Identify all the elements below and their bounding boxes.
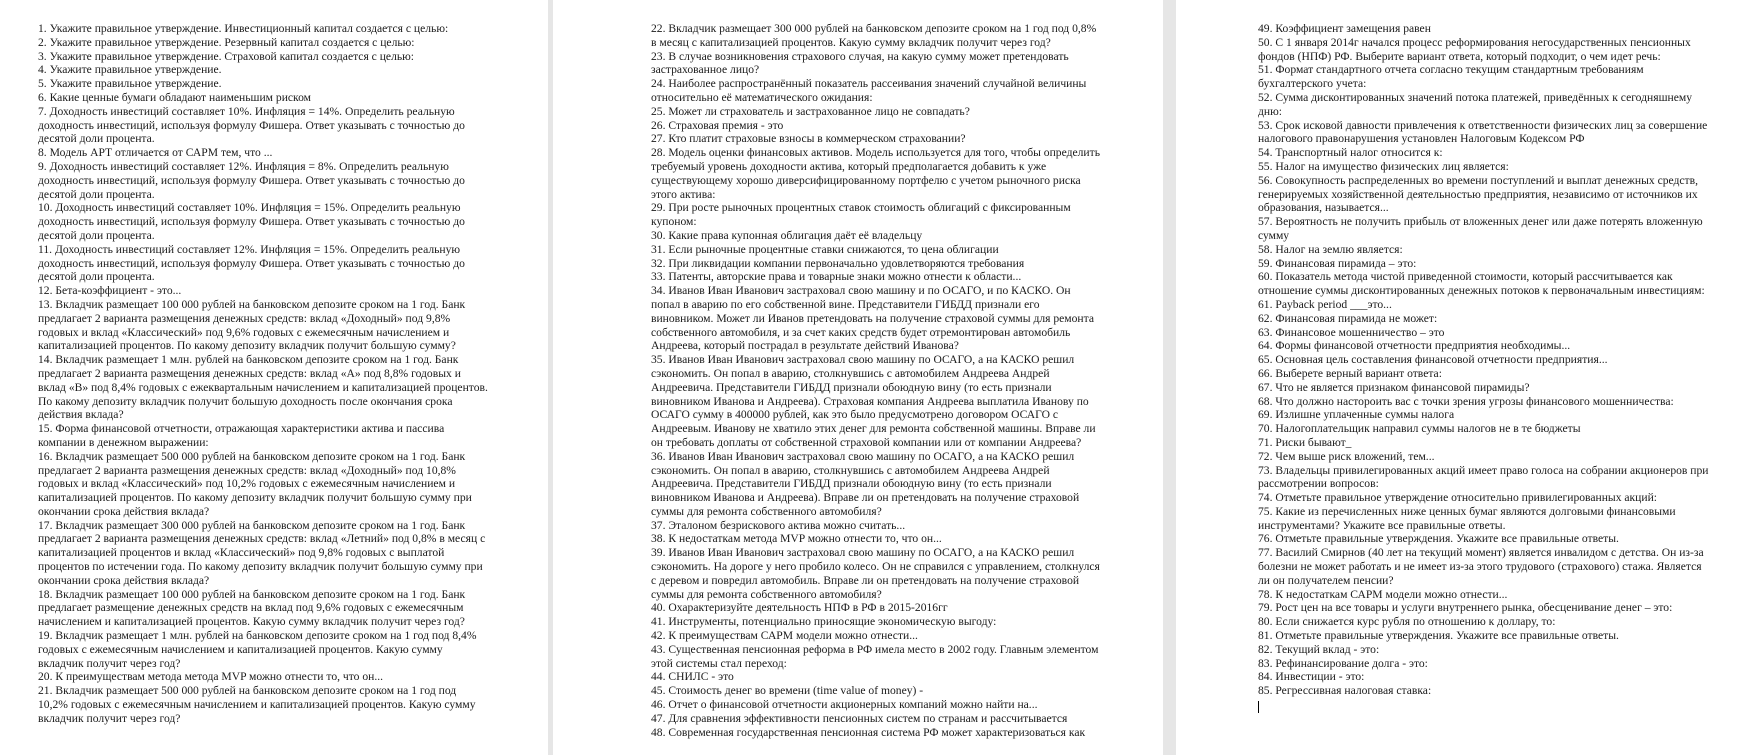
- text-line: 3. Укажите правильное утверждение. Страховой капитал создается с целью:: [38, 49, 415, 63]
- text-line: 10,2% годовых с ежемесячным начислением и капитализацией процентов. Какую сумму: [38, 698, 476, 712]
- text-line: 15. Форма финансовой отчетности, отражающая характеристики актива и пассива: [38, 422, 445, 436]
- text-line: суммы для ремонта собственного автомобиля?: [651, 587, 882, 601]
- text-line: образования, называется...: [1258, 201, 1389, 215]
- text-line: 24. Наиболее распространённый показатель рассеивания значений случайной величины: [651, 77, 1087, 91]
- text-line: 55. Налог на имущество физических лиц является:: [1258, 159, 1509, 173]
- text-line: 65. Основная цель составления финансовой отчетности предприятия...: [1258, 353, 1608, 367]
- text-line: 32. При ликвидации компании первоначально удовлетворяются требования: [651, 256, 1025, 270]
- text-line: 25. Может ли страхователь и застрахованное лицо не совпадать?: [651, 104, 970, 118]
- text-line: вкладчик получит через год?: [38, 656, 181, 670]
- text-line: виновником Иванова и Андреева). Страховая компания Андреева выплатила Иванову по: [651, 394, 1089, 408]
- text-line: относительно её математического ожидания:: [651, 90, 873, 104]
- text-line: 29. При росте рыночных процентных ставок стоимость облигаций с фиксированным: [651, 201, 1071, 215]
- text-line: 58. Налог на землю является:: [1258, 242, 1403, 256]
- text-line: капитализацией процентов. По какому депозиту вкладчик получит большую сумму?: [38, 339, 456, 353]
- text-line: 54. Транспортный налог относится к:: [1258, 146, 1443, 160]
- document-page-3[interactable]: [1176, 0, 1759, 755]
- text-line: 78. К недостаткам САРМ модели можно отнести...: [1258, 587, 1508, 601]
- text-line: 41. Инструменты, потенциально приносящие экономическую выгоду:: [651, 615, 997, 629]
- text-line: 10. Доходность инвестиций составляет 10%. Инфляция = 15%. Определить реальную: [38, 201, 461, 215]
- text-line: десятой доли процента.: [38, 187, 155, 201]
- text-line: с деревом и повредил автомобиль. Вправе ли он претендовать на получение страховой: [651, 573, 1080, 587]
- text-line: 38. К недостаткам метода MVP можно отнести то, что он...: [651, 532, 942, 546]
- text-line: 4. Укажите правильное утверждение.: [38, 63, 222, 77]
- text-line: По какому депозиту вкладчик получит большую доходность после окончания срока: [38, 394, 453, 408]
- text-line: 35. Иванов Иван Иванович застраховал свою машину по ОСАГО, а на КАСКО решил: [651, 353, 1075, 367]
- text-line: 75. Какие из перечисленных ниже ценных бумаг являются долговыми финансовыми: [1258, 504, 1676, 518]
- text-line: 30. Какие права купонная облигация даёт её владельцу: [651, 228, 923, 242]
- text-line: этого актива:: [651, 187, 716, 201]
- text-line: 80. Если снижается курс рубля по отношению к доллару, то:: [1258, 615, 1556, 629]
- text-line: 66. Выберете верный вариант ответа:: [1258, 366, 1442, 380]
- text-line: окончании срока действия вклада?: [38, 504, 210, 518]
- text-line: действия вклада?: [38, 408, 124, 422]
- text-line: десятой доли процента.: [38, 228, 155, 242]
- text-line: 74. Отметьте правильное утверждение относительно привилегированных акций:: [1258, 491, 1658, 505]
- text-cursor: [1258, 701, 1259, 713]
- text-line: 22. Вкладчик размещает 300 000 рублей на банковском депозите сроком на 1 год под 0,8%: [651, 22, 1097, 35]
- text-line: сэкономить. Он попал в аварию, столкнувшись с автомобилем Андреева Андрей: [651, 463, 1050, 477]
- text-line: 13. Вкладчик размещает 100 000 рублей на банковском депозите сроком на 1 год. Банк: [38, 297, 466, 311]
- text-line: отношение суммы дисконтированных денежных потоков к первоначальным инвестициям:: [1258, 284, 1705, 298]
- text-line: процентов по истечении года. По какому депозиту вкладчик получит большую сумму при: [38, 560, 483, 574]
- text-line: он требовать доплаты от собственной страховой компании или от компании Андреева?: [651, 435, 1082, 449]
- text-line: 46. Отчет о финансовой отчетности акционерных компаний можно найти на...: [651, 698, 1038, 712]
- text-line: болезни не может работать и не имеет из-за этого трудового (страхового) стажа. Является: [1258, 560, 1702, 574]
- text-line: в месяц с капитализацией процентов. Какую сумму вкладчик получит через год?: [651, 35, 1051, 49]
- text-line: 73. Владельцы привилегированных акций имеет право голоса на собрании акционеров при: [1258, 463, 1709, 477]
- text-line: 33. Патенты, авторские права и товарные знаки можно отнести к области...: [651, 270, 1022, 284]
- text-line: начислением и капитализацией процентов. Какую сумму вкладчик получит через год?: [38, 615, 465, 629]
- question-list-page-3: [1258, 22, 1755, 698]
- text-line: десятой доли процента.: [38, 132, 155, 146]
- text-line: доходность инвестиций, используя формулу Фишера. Ответ указывать с точностью до: [38, 215, 465, 229]
- text-line: Андреевича. Представители ГИБДД признали обоюдную вину (то есть признали: [651, 380, 1052, 394]
- text-line: 77. Василий Смирнов (40 лет на текущий момент) является инвалидом с детства. Он из-за: [1258, 546, 1704, 560]
- text-line: 50. С 1 января 2014г начался процесс реформирования негосударственных пенсионных: [1258, 35, 1691, 49]
- text-line: виновником. Может ли Иванов претендовать на получение страховой суммы для ремонта: [651, 311, 1094, 325]
- text-line: 79. Рост цен на все товары и услуги внутреннего рынка, обесценивание денег – это:: [1258, 601, 1673, 615]
- text-line: компании в денежном выражении:: [38, 435, 209, 449]
- text-line: 1. Укажите правильное утверждение. Инвестиционный капитал создается с целью:: [38, 22, 449, 35]
- text-line: 45. Стоимость денег во времени (time value of money) -: [651, 684, 924, 698]
- text-line: десятой доли процента.: [38, 270, 155, 284]
- question-list-page-2: [651, 22, 1153, 739]
- text-line: 16. Вкладчик размещает 500 000 рублей на банковском депозите сроком на 1 год. Банк: [38, 449, 466, 463]
- text-line: сэкономить. Он попал в аварию, столкнувшись с автомобилем Андреева Андрей: [651, 366, 1050, 380]
- text-line: вкладчик получит через год?: [38, 711, 181, 725]
- text-line: годовых и вклад «Классический» под 9,6% годовых с ежемесячным начислением и: [38, 325, 450, 339]
- text-line: суммы для ремонта собственного автомобиля?: [651, 504, 882, 518]
- text-line: годовых с ежемесячным начислением и капитализацией процентов. Какую сумму: [38, 642, 443, 656]
- text-line: капитализацией процентов и вклад «Классический» под 9,8% годовых с выплатой: [38, 546, 445, 560]
- text-line: доходность инвестиций, используя формулу Фишера. Ответ указывать с точностью до: [38, 118, 465, 132]
- text-line: 68. Что должно настороить вас с точки зрения угрозы финансового мошенничества:: [1258, 394, 1674, 408]
- text-line: сэкономить. На дороге у него пробило колесо. Он не справился с управлением, столкнулся: [651, 560, 1100, 574]
- text-line: 8. Модель АРТ отличается от САРМ тем, что ...: [38, 146, 273, 160]
- text-line: 70. Налогоплательщик направил суммы налогов не в те бюджеты: [1258, 422, 1581, 436]
- text-line: купоном:: [651, 215, 697, 229]
- text-line: 39. Иванов Иван Иванович застраховал свою машину по ОСАГО, а на КАСКО решил: [651, 546, 1075, 560]
- text-line: 40. Охарактеризуйте деятельность НПФ в РФ в 2015-2016гг: [651, 601, 948, 615]
- text-line: попал в аварию по его собственной вине. Представители ГИБДД признали его: [651, 297, 1040, 311]
- text-line: налогового правонарушения установлен Налоговым Кодексом РФ: [1258, 132, 1585, 146]
- text-line: капитализацией процентов. По какому депозиту вкладчик получит большую сумму при: [38, 491, 472, 505]
- text-line: окончании срока действия вклада?: [38, 573, 210, 587]
- text-line: 83. Рефинансирование долга - это:: [1258, 656, 1428, 670]
- text-line: требуемый уровень доходности актива, который предполагается добавить к уже: [651, 159, 1047, 173]
- text-line: 20. К преимуществам метода метода MVP можно отнести то, что он...: [38, 670, 384, 684]
- text-line: 28. Модель оценки финансовых активов. Модель используется для того, чтобы определить: [651, 146, 1100, 160]
- text-line: 9. Доходность инвестиций составляет 12%. Инфляция = 8%. Определить реальную: [38, 159, 449, 173]
- text-line: 67. Что не является признаком финансовой пирамиды?: [1258, 380, 1530, 394]
- text-line: ОСАГО сумму в 400000 рублей, как это было предусмотрено договором ОСАГО с: [651, 408, 1059, 422]
- text-line: 49. Коэффициент замещения равен: [1258, 22, 1431, 35]
- text-line: 85. Регрессивная налоговая ставка:: [1258, 684, 1432, 698]
- text-line: виновником Иванова и Андреева). Вправе ли он претендовать на получение страховой: [651, 491, 1080, 505]
- text-line: предлагает 2 варианта размещения денежных средств: вклад «Доходный» под 10,8%: [38, 463, 456, 477]
- text-line: 36. Иванов Иван Иванович застраховал свою машину по ОСАГО, а на КАСКО решил: [651, 449, 1075, 463]
- text-line: 61. Payback period ___это...: [1258, 297, 1392, 311]
- text-line: бухгалтерского учета:: [1258, 77, 1367, 91]
- text-line: 62. Финансовая пирамида не может:: [1258, 311, 1438, 325]
- text-line: 5. Укажите правильное утверждение.: [38, 77, 222, 91]
- text-line: существующему хорошо диверсифицированному портфелю с учетом рыночного риска: [651, 173, 1081, 187]
- text-line: 76. Отметьте правильные утверждения. Укажите все правильные ответы.: [1258, 532, 1619, 546]
- text-line: 6. Какие ценные бумаги обладают наименьшим риском: [38, 90, 312, 104]
- text-line: 48. Современная государственная пенсионная система РФ может характеризоваться как: [651, 725, 1086, 739]
- text-line: 7. Доходность инвестиций составляет 10%. Инфляция = 14%. Определить реальную: [38, 104, 455, 118]
- text-line: 60. Показатель метода чистой приведенной стоимости, который рассчитывается как: [1258, 270, 1673, 284]
- text-line: 17. Вкладчик размещает 300 000 рублей на банковском депозите сроком на 1 год. Банк: [38, 518, 466, 532]
- text-line: предлагает размещение денежных средств на вклад под 9,6% годовых с ежемесячным: [38, 601, 464, 615]
- text-line: 71. Риски бывают_: [1258, 435, 1352, 449]
- text-line: 81. Отметьте правильные утверждения. Укажите все правильные ответы.: [1258, 629, 1619, 643]
- text-line: собственного автомобиля, и за счет каких средств будет отремонтирован автомобиль: [651, 325, 1071, 339]
- text-line: 27. Кто платит страховые взносы в коммерческом страховании?: [651, 132, 966, 146]
- text-line: 19. Вкладчик размещает 1 млн. рублей на банковском депозите сроком на 1 год под 8,4%: [38, 629, 477, 643]
- text-line: 51. Формат стандартного отчета согласно текущим стандартным требованиям: [1258, 63, 1644, 77]
- text-line: 63. Финансовое мошенничество – это: [1258, 325, 1445, 339]
- text-line: 47. Для сравнения эффективности пенсионных систем по странам и рассчитывается: [651, 711, 1068, 725]
- document-page-1[interactable]: [0, 0, 548, 755]
- text-line: дню:: [1258, 104, 1282, 118]
- text-line: 44. СНИЛС - это: [651, 670, 734, 684]
- text-line: 84. Инвестиции - это:: [1258, 670, 1365, 684]
- text-line: 57. Вероятность не получить прибыль от вложенных денег или даже потерять вложенную: [1258, 215, 1703, 229]
- text-line: Андреева, который пострадал в результате действий Иванова?: [651, 339, 959, 353]
- text-line: этой системы стал переход:: [651, 656, 787, 670]
- text-line: 43. Существенная пенсионная реформа в РФ имела место в 2002 году. Главным элементом: [651, 642, 1099, 656]
- text-line: 52. Сумма дисконтированных значений потока платежей, приведённых к сегодняшнему: [1258, 90, 1692, 104]
- text-line: ли он получателем пенсии?: [1258, 573, 1394, 587]
- text-line: предлагает 2 варианта размещения денежных средств: вклад «Летний» под 0,8% в месяц с: [38, 532, 486, 546]
- text-line: предлагает 2 варианта размещения денежных средств: вклад «Доходный» под 9,8%: [38, 311, 451, 325]
- text-line: предлагает 2 варианта размещения денежных средств: вклад «А» под 8,8% годовых и: [38, 366, 461, 380]
- text-line: 72. Чем выше риск вложений, тем...: [1258, 449, 1435, 463]
- text-line: доходность инвестиций, используя формулу Фишера. Ответ указывать с точностью до: [38, 256, 465, 270]
- text-line: инструментами? Укажите все правильные ответы.: [1258, 518, 1506, 532]
- text-line: сумму: [1258, 228, 1290, 242]
- text-line: 11. Доходность инвестиций составляет 12%. Инфляция = 15%. Определить реальную: [38, 242, 461, 256]
- text-line: 12. Бета-коэффициент - это...: [38, 284, 182, 298]
- text-line: 21. Вкладчик размещает 500 000 рублей на банковском депозите сроком на 1 год под: [38, 684, 457, 698]
- text-line: Андреевича. Представители ГИБДД признали обоюдную вину (то есть признали: [651, 477, 1052, 491]
- text-line: Андреевым. Иванову не хватило этих денег для ремонта собственной машины. Вправе ли: [651, 422, 1096, 436]
- text-line: годовых и вклад «Классический» под 10,2% годовых с ежемесячным начислением и: [38, 477, 456, 491]
- text-line: 69. Излишне уплаченные суммы налога: [1258, 408, 1455, 422]
- text-line: генерируемых хозяйственной деятельностью предприятия, независимо от источников их: [1258, 187, 1698, 201]
- text-line: 14. Вкладчик размещает 1 млн. рублей на банковском депозите сроком на 1 год. Банк: [38, 353, 459, 367]
- text-line: вклад «В» под 8,4% годовых с ежеквартальным начислением и капитализацией процентов.: [38, 380, 488, 394]
- text-line: 64. Формы финансовой отчетности предприятия необходимы...: [1258, 339, 1571, 353]
- text-line: 82. Текущий вклад - это:: [1258, 642, 1380, 656]
- text-line: 26. Страховая премия - это: [651, 118, 784, 132]
- text-line: застрахованное лицо?: [651, 63, 760, 77]
- text-line: 34. Иванов Иван Иванович застраховал свою машину и по ОСАГО, и по КАСКО. Он: [651, 284, 1071, 298]
- text-line: доходность инвестиций, используя формулу Фишера. Ответ указывать с точностью до: [38, 173, 465, 187]
- question-list-page-1: [38, 22, 538, 726]
- text-line: 53. Срок исковой давности привлечения к ответственности физических лиц за совершение: [1258, 118, 1708, 132]
- text-line: 56. Совокупность распределенных во времени поступлений и выплат денежных средств,: [1258, 173, 1698, 187]
- text-line: 42. К преимуществам САРМ модели можно отнести...: [651, 629, 918, 643]
- text-line: 59. Финансовая пирамида – это:: [1258, 256, 1417, 270]
- text-line: 23. В случае возникновения страхового случая, на какую сумму может претендовать: [651, 49, 1069, 63]
- text-line: 31. Если рыночные процентные ставки снижаются, то цена облигации: [651, 242, 999, 256]
- text-line: 18. Вкладчик размещает 100 000 рублей на банковском депозите сроком на 1 год. Банк: [38, 587, 466, 601]
- document-page-2[interactable]: [553, 0, 1163, 755]
- text-line: 37. Эталоном безрискового актива можно считать...: [651, 518, 906, 532]
- text-line: 2. Укажите правильное утверждение. Резервный капитал создается с целью:: [38, 35, 415, 49]
- text-line: рассмотрении вопросов:: [1258, 477, 1379, 491]
- text-line: фондов (НПФ) РФ. Выберите вариант ответа, который подходит, о чем идет речь:: [1258, 49, 1661, 63]
